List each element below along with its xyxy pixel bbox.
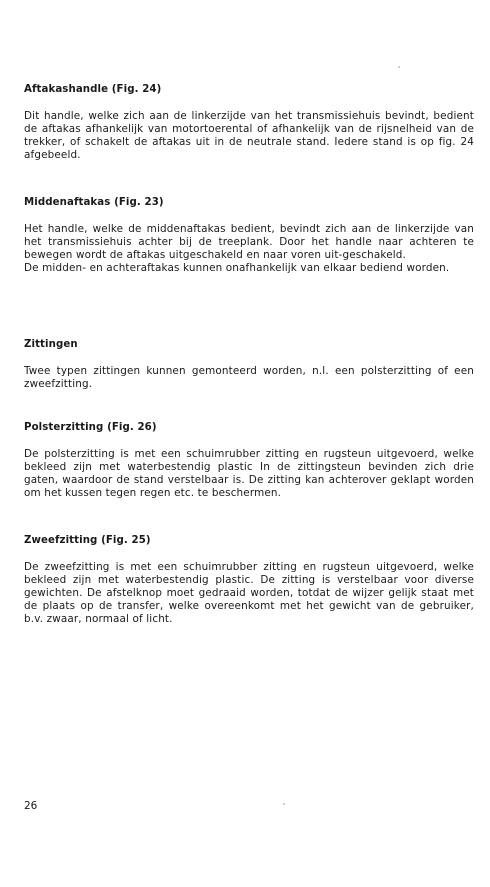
section-aftakashandle [24,83,474,162]
section-paragraph: Dit handle, welke zich aan de linkerzijde van het transmissiehuis bevindt, bedient de aftakas afhankelijk van motortoerental of afhankelijk van de rijsnelheid van de trekker, of schakelt de aftakas uit in de neutrale stand. Iedere stand is op fig. 24 afgebeeld. [24,110,474,161]
section-heading: Zweefzitting (Fig. 25) [24,535,151,546]
section-paragraph: Het handle, welke de middenaftakas bedient, bevindt zich aan de linkerzijde van het transmissiehuis achter bij de treeplank. Door het handle naar achteren te bewegen wordt de aftakas uitgeschakeld en naar voren uit-geschakeld. [24,223,474,261]
section-heading: Aftakashandle (Fig. 24) [24,84,162,95]
section-middenaftakas [24,196,474,275]
section-paragraph: De polsterzitting is met een schuimrubber zitting en rugsteun uitgevoerd, welke bekleed zijn met waterbestendig plastic In de zittingsteun bevinden zich drie gaten, waardoor de stand verstelbaar is. De zitting kan achterover geklapt worden om het kussen tegen regen etc. te beschermen. [24,448,474,499]
section-paragraph: De midden- en achteraftakas kunnen onafhankelijk van elkaar bediend worden. [24,262,450,274]
section-polsterzitting [24,421,474,500]
section-zittingen [24,338,474,391]
section-heading: Middenaftakas (Fig. 23) [24,197,164,208]
page-number: 26 [24,800,38,812]
section-heading: Polsterzitting (Fig. 26) [24,422,157,433]
section-heading: Zittingen [24,339,78,350]
section-paragraph: Twee typen zittingen kunnen gemonteerd worden, n.l. een polsterzitting of een zweefzitting. [24,365,474,390]
scan-speck [398,66,400,68]
scan-speck [283,803,285,805]
section-paragraph: De zweefzitting is met een schuimrubber zitting en rugsteun uitgevoerd, welke bekleed zijn met waterbestendig plastic. De zitting is verstelbaar voor diverse gewichten. De afstelknop moet gedraaid worden, totdat de wijzer gelijk staat met de plaats op de transfer, welke overeenkomt met het gewicht van de gebruiker, b.v. zwaar, normaal of licht. [24,561,474,625]
section-zweefzitting [24,534,474,626]
